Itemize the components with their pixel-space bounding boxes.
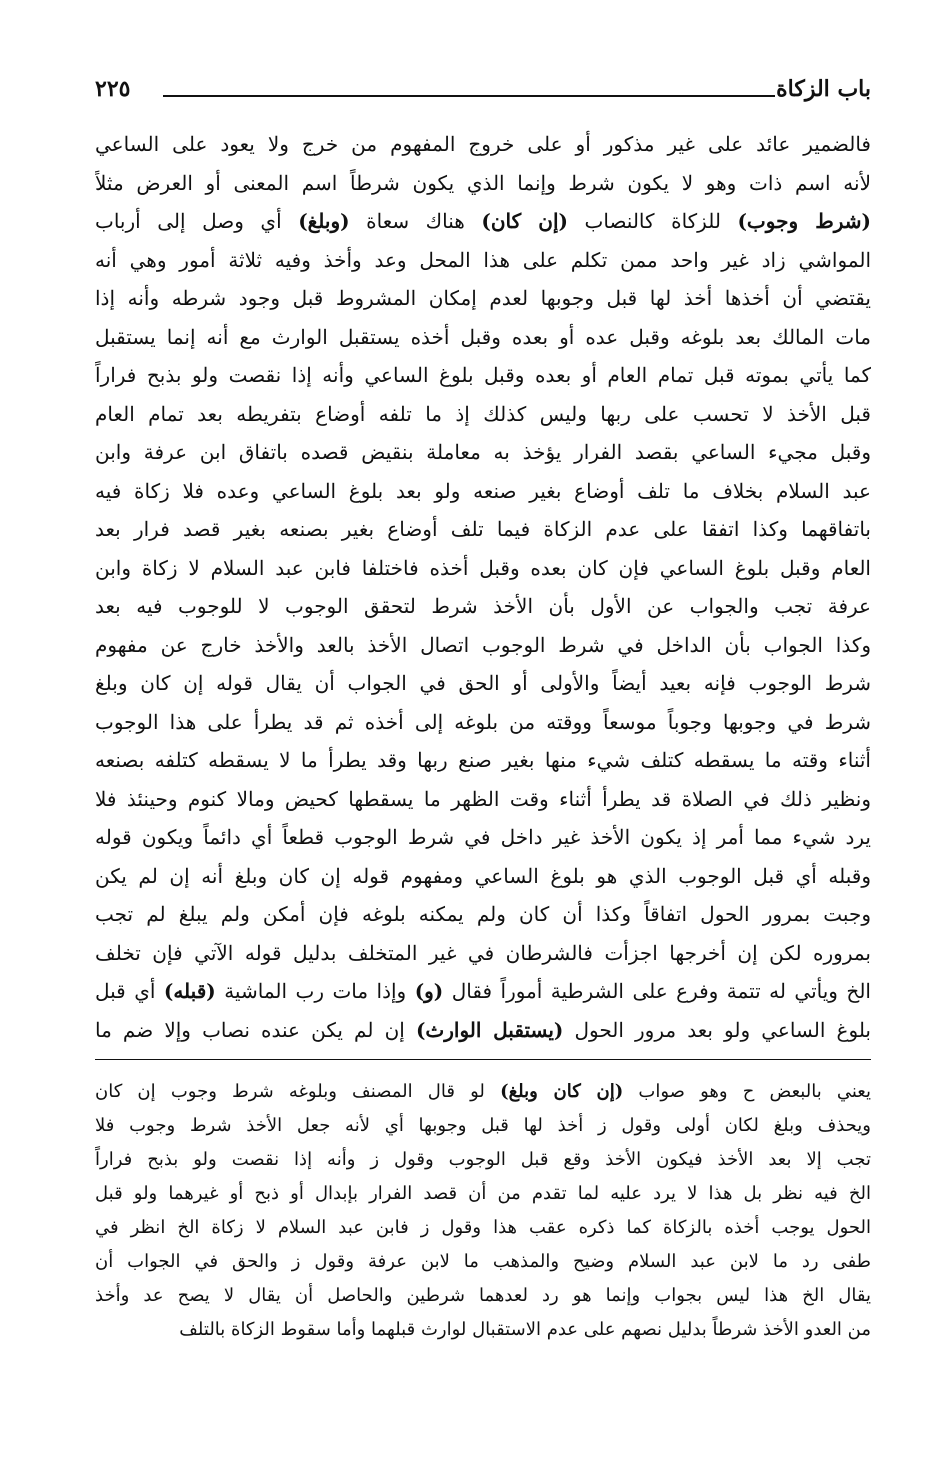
text-line [95, 895, 871, 934]
text-segment: للزكاة كالنصاب [568, 209, 738, 233]
text-segment: الخ ويأتي له تتمة وفرع على الشرطية أموراً فقال [443, 979, 871, 1003]
text-line [95, 279, 871, 318]
text-line [95, 626, 871, 665]
text-segment: قبل الأخذ لا تحسب على ربها وليس كذلك إذ ما تلفه أوضاع بتفريطه بعد تمام العام [95, 401, 871, 426]
text-segment: طفى رد ما لابن عبد السلام وضيح والمذهب ما لابن عرفة وقول ز والحق في الجواب أن [95, 1251, 871, 1272]
text-line [95, 664, 871, 703]
text-line [95, 241, 871, 280]
footnote-line [95, 1313, 871, 1347]
text-segment: عرفة تجب والجواب عن الأول بأن الأخذ شرط لتحقق الوجوب لا للوجوب فيه بعد [95, 594, 871, 618]
footnote-separator [95, 1059, 871, 1060]
text-line [95, 972, 871, 1011]
text-segment: الخ فيه نظر بل هذا لا يرد عليه لما تقدم من أن قصد الفرار بإبدال أو ذبح أو غيرهما ولو قبل [95, 1183, 871, 1204]
text-segment: مات المالك بعد بلوغه وقبل عده أو بعده وقبل أخذه يستقبل الوارث مع أنه إنما يستقبل [95, 324, 871, 349]
text-segment: فالضمير عائد على غير مذكور أو على خروج المفهوم من خرج ولا يعود على الساعي [95, 132, 871, 156]
text-line [95, 356, 871, 395]
text-segment: كما يأتي بموته قبل تمام العام أو بعده وقبل بلوغ الساعي وأنه إذا نقصت ولو بذبح فراراً [95, 363, 871, 387]
text-line [95, 125, 871, 164]
text-line [95, 857, 871, 896]
text-segment: بمروره لكن إن أخرجها اجزأت فالشرطان في غير المتخلف بدليل قوله الآتي فإن تخلف [95, 940, 871, 965]
text-segment: أي وصل إلى أرباب [95, 209, 299, 233]
text-segment: ويحذف وبلغ لكان أولى وقول ز أخذ لها قبل وجوبها أي لأنه جعل الأخذ شرط وجوب فلا [95, 1115, 871, 1136]
text-segment: الحول يوجب أخذه بالزكاة كما ذكره عقب هذا وقول ز فابن عبد السلام لا زكاة الخ انظر في [95, 1217, 871, 1238]
text-segment: لأنه اسم ذات وهو لا يكون شرط وإنما الذي يكون شرطاً اسم المعنى أو العرض مثلاً [95, 170, 871, 195]
footnote-line [95, 1279, 871, 1313]
matn-quote: (يستقبل الوارث) [415, 1017, 564, 1042]
text-line [95, 703, 871, 742]
text-segment: وجبت بمرور الحول اتفاقاً وكذا أن كان ولم يمكنه بلوغه فإن أمكن ولم يبلغ لم تجب [95, 902, 871, 926]
matn-quote: (إن كان) [481, 209, 568, 233]
footnotes-block [95, 1075, 871, 1347]
text-line [95, 395, 871, 434]
text-line [95, 780, 871, 819]
text-line [95, 549, 871, 588]
text-segment: أي قبل [95, 979, 164, 1003]
text-segment: العام وقبل بلوغ الساعي فإن كان بعده وقبل أخذه فاختلفا فابن عبد السلام لا زكاة وابن [95, 555, 871, 580]
text-line [95, 433, 871, 472]
text-segment: هناك سعاة [349, 209, 482, 233]
text-segment: يعني بالبعض ح وهو صواب [623, 1081, 871, 1102]
text-segment: إن لم يكن عنده نصاب وإلا ضم ما [95, 1017, 416, 1042]
text-segment: شرط الوجوب فإنه بعيد أيضاً والأولى أو الحق في الجواب أن يقال قوله إن كان وبلغ [95, 671, 871, 695]
text-segment: باتفاقهما وكذا اتفقا على عدم الزكاة فيما تلف أوضاع بغير بصنعه بغير قصد فرار بعد [95, 517, 871, 541]
text-segment: يقتضي أن أخذها أخذ لها قبل وجوبها لعدم إمكان المشروط قبل وجود شرطه وأنه إذا [95, 286, 871, 310]
text-line [95, 1011, 871, 1050]
text-segment: المواشي زاد غير واحد ممن تكلم على هذا المحل وعد وأخذ وفيه ثلاثة أمور وهي أنه [95, 247, 871, 272]
matn-quote: (شرط وجوب) [737, 209, 871, 233]
footnote-line [95, 1211, 871, 1245]
footnote-line [95, 1177, 871, 1211]
footnote-line [95, 1109, 871, 1143]
text-segment: وإذا مات رب الماشية [215, 979, 415, 1003]
text-line [95, 818, 871, 857]
matn-quote: (و) [414, 979, 444, 1003]
text-line [95, 510, 871, 549]
text-segment: وقبله أي قبل الوجوب الذي هو بلوغ الساعي ومفهوم قوله إن كان وبلغ أنه إن لم يكن [95, 863, 871, 888]
text-line [95, 741, 871, 780]
text-line [95, 202, 871, 241]
text-line [95, 587, 871, 626]
footnote-line [95, 1245, 871, 1279]
footnote-line [95, 1143, 871, 1177]
text-segment: تجب إلا بعد الأخذ فيكون الأخذ وقع قبل الوجوب وقول ز وأنه إذا نقصت ولو بذبح فراراً [95, 1149, 871, 1170]
text-segment: بلوغ الساعي ولو بعد مرور الحول [563, 1017, 871, 1042]
running-header [95, 74, 871, 104]
text-segment: يقال الخ هذا ليس بجواب وإنما هو رد لعدهما شرطين والحاصل أن يقال لا يصح عد وأخذ [95, 1285, 871, 1306]
page-number: ٢٢٥ [95, 76, 131, 102]
text-segment: أثناء وقته ما يسقطه كتلف شيء منها بغير صنع ربها وقد يطرأ ما لا يسقطه كتلفه بصنعه [95, 748, 871, 772]
text-line [95, 472, 871, 511]
chapter-title: باب الزكاة [776, 76, 871, 102]
matn-quote: (قبله) [163, 979, 216, 1003]
text-segment: وقبل مجيء الساعي بقصد الفرار يؤخذ به معاملة بنقيض قصده باتفاق ابن عرفة وابن [95, 440, 871, 464]
text-segment: لو قال المصنف وبلوغه شرط وجوب إن كان [95, 1081, 501, 1102]
text-segment: وكذا الجواب بأن الداخل في شرط الوجوب اتصال الأخذ بالعد والأخذ خارج عن مفهوم [95, 632, 871, 657]
text-line [95, 164, 871, 203]
text-segment: ونظير ذلك في الصلاة قد يطرأ أثناء وقت الظهر ما يسقطها كحيض ومالا كنوم وحينئذ فلا [95, 786, 871, 811]
text-segment: شرط في وجوبها وجوباً موسعاً ووقته من بلوغه إلى أخذه ثم قد يطرأ على هذا الوجوب [95, 709, 871, 734]
text-segment: من العدو الأخذ شرطاً بدليل نصهم على عدم الاستقبال لوارث قبلهما وأما سقوط الزكاة بالتلف [179, 1319, 871, 1340]
text-line [95, 318, 871, 357]
text-segment: عبد السلام بخلاف ما تلف أوضاع بغير صنعه ولو بعد بلوغ الساعي وعده فلا زكاة فيه [95, 478, 871, 503]
matn-quote: (إن كان وبلغ) [500, 1081, 624, 1102]
text-segment: يرد شيء مما أمر إذ يكون الأخذ غير داخل في شرط الوجوب قطعاً أي دائماً ويكون قوله [95, 825, 871, 849]
footnote-line [95, 1075, 871, 1109]
text-line [95, 934, 871, 973]
header-rule [163, 95, 775, 97]
main-text-block [95, 125, 871, 1049]
matn-quote: (وبلغ) [298, 209, 350, 233]
